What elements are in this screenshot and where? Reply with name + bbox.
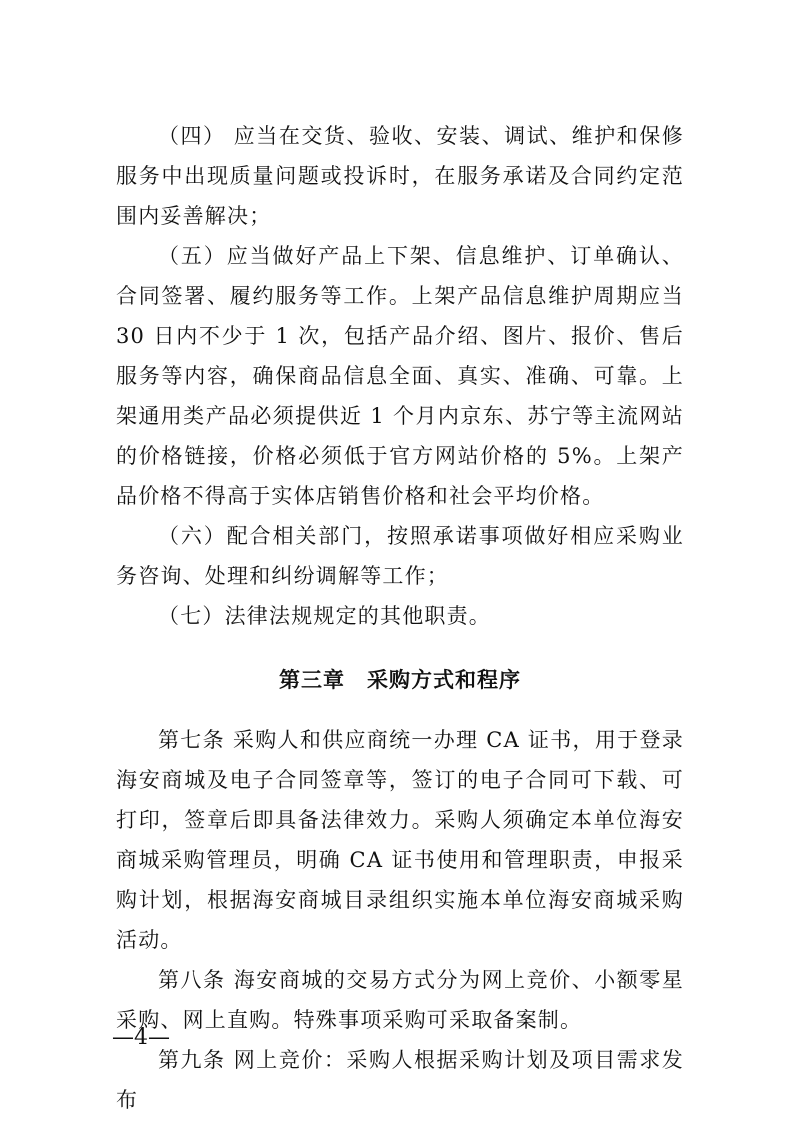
article-7-paragraph: 第七条 采购人和供应商统一办理 CA 证书，用于登录海安商城及电子合同签章等，签订的电子合同可下载、可打印，签章后即具备法律效力。采购人须确定本单位海安商城采购管理员，明确 CA 证书使用和管理职责，申报采购计划，根据海安商城目录组织实施本单位海安商城采购活动。	[116, 728, 684, 952]
clause-7-paragraph: （七）法律法规规定的其他职责。	[158, 604, 491, 628]
page-number: —4—	[112, 1025, 170, 1050]
article-9-paragraph: 第九条 网上竞价：采购人根据采购计划及项目需求发布	[116, 1048, 684, 1112]
clause-5-paragraph: （五）应当做好产品上下架、信息维护、订单确认、合同签署、履约服务等工作。上架产品信息维护周期应当 30 日内不少于 1 次，包括产品介绍、图片、报价、售后服务等内容，确保商品信息全面、真实、准确、可靠。上架通用类产品必须提供近 1 个月内京东、苏宁等主流网站的价格链接，价格必须低于官方网站价格的 5%。上架产品价格不得高于实体店销售价格和社会平均价格。	[116, 244, 684, 508]
clause-4-paragraph: （四） 应当在交货、验收、安装、调试、维护和保修服务中出现质量问题或投诉时，在服务承诺及合同约定范围内妥善解决；	[116, 124, 684, 228]
clause-6-paragraph: （六）配合相关部门，按照承诺事项做好相应采购业务咨询、处理和纠纷调解等工作；	[116, 524, 684, 588]
chapter-heading: 第三章 采购方式和程序	[279, 668, 521, 692]
article-8-paragraph: 第八条 海安商城的交易方式分为网上竞价、小额零星采购、网上直购。特殊事项采购可采取备案制。	[116, 968, 684, 1032]
document-body	[116, 116, 684, 1120]
